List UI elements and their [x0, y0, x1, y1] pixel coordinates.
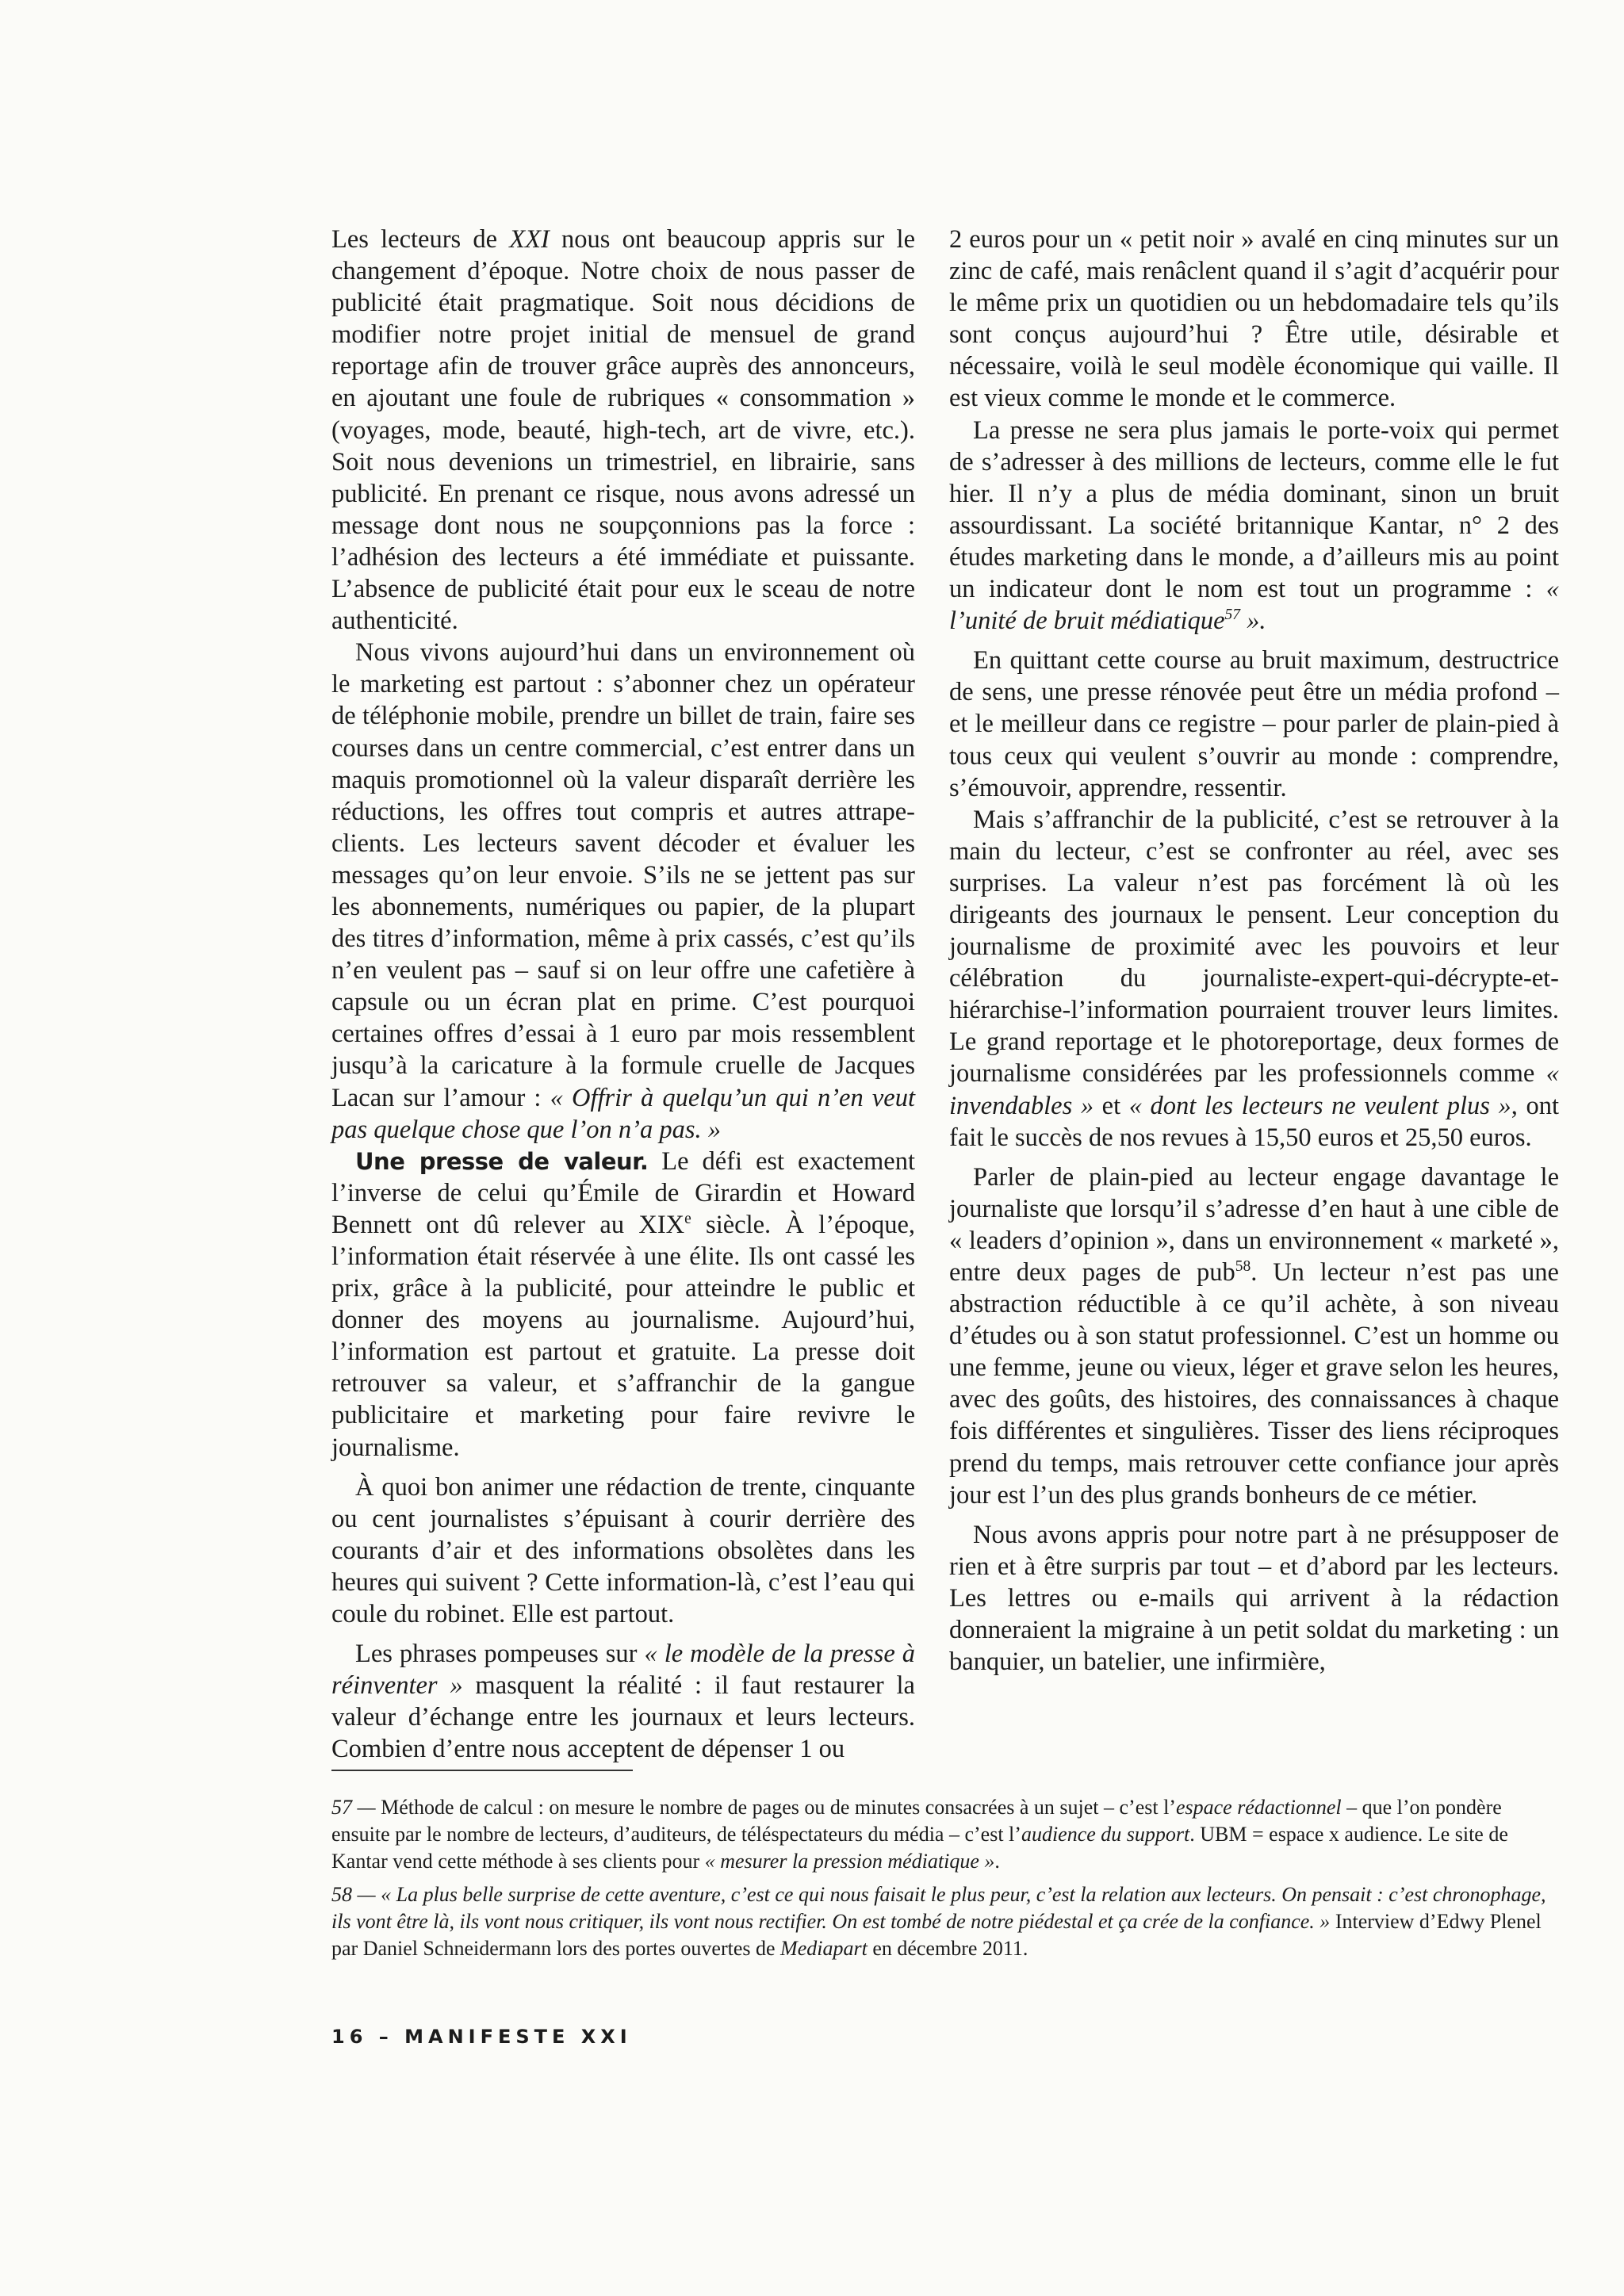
paragraph [949, 804, 1559, 1154]
paragraph [949, 645, 1559, 803]
italic-text: XXI [509, 225, 550, 254]
text-column-right [949, 224, 1559, 1678]
text-run: Méthode de calcul : on mesure le nombre de pages ou de minutes consacrées à un sujet – c’est l’ [375, 1796, 1176, 1819]
footer-separator: – [378, 2026, 393, 2048]
text-run: 2 euros pour un « petit noir » avalé en cinq minutes sur un zinc de café, mais renâclent quand il s’agit d’acquérir pour le même prix un quotidien ou un hebdomadaire tels qu’ils sont conçus aujourd’hui ? Être utile, désirable et nécessaire, voilà le seul modèle économique qui vaille. Il est vieux comme le monde et le commerce. [949, 225, 1559, 413]
italic-text: « Offrir à quelqu’un qui n’en veut pas quelque chose que l’on n’a pas. » [331, 1083, 915, 1144]
footnote-ref: 57 [1224, 607, 1241, 624]
text-run: La presse ne sera plus jamais le porte-voix qui permet de s’adresser à des millions de lecteurs, comme elle le fut hier. Il n’y a plus de média dominant, sinon un bruit assourdissant. La société britannique Kantar, n° 2 des études marketing dans le monde, a d’ailleurs mis au point un indicateur dont le nom est tout un programme : [949, 415, 1559, 604]
text-run: . Un lecteur n’est pas une abstraction réductible à ce qu’il achète, à son niveau d’études ou à son statut professionnel. C’est un homme ou une femme, jeune ou vieux, léger et grave selon les heures, avec des goûts, des histoires, des connaissances à chaque fois différentes et singulières. Tisser des liens réciproques prend du temps, mais retrouver cette confiance jour après jour est l’un des plus grands bonheurs de ce métier. [949, 1258, 1559, 1510]
text-run: en décembre 2011. [867, 1937, 1028, 1960]
italic-text: « l’unité de bruit médiatique [949, 575, 1559, 636]
italic-text: « mesurer la pression médiatique » [704, 1850, 995, 1873]
footnote-58 [331, 1881, 1559, 1962]
text-run: Mais s’affranchir de la publicité, c’est se retrouver à la main du lecteur, c’est se confronter au réel, avec ses surprises. La valeur n’est pas forcément là où les dirigeants des journaux le pensent. Leur conception du journalisme de proximité avec les pouvoirs et leur célébration du journaliste-expert-qui-décrypte-et-hiérarchise-l’information pourraient trouver leurs limites. Le grand reportage et le photoreportage, deux formes de journalisme considérées par les professionnels comme [949, 805, 1559, 1089]
page-number: 16 [331, 2026, 368, 2048]
text-run: siècle. À l’époque, l’information était réservée à une élite. Ils ont cassé les prix, grâce à la publicité, pour atteindre le public et donner des moyens au journalisme. Aujourd’hui, l’information est partout et gratuite. La presse doit retrouver sa valeur, et s’affranchir de la gangue publicitaire et marketing pour faire revivre le journalisme. [331, 1210, 916, 1462]
paragraph [949, 415, 1559, 637]
italic-text: 58 — [331, 1883, 376, 1906]
paragraph [331, 224, 915, 637]
text-run: – que l’on pondère ensuite par le nombre de lecteurs, d’auditeurs, de téléspectateurs du média – c’est l’ [331, 1796, 1502, 1846]
italic-text: « invendables » [949, 1059, 1559, 1120]
italic-text: « dont les lecteurs ne veulent plus » [1128, 1091, 1511, 1120]
italic-text: espace rédactionnel [1175, 1796, 1342, 1819]
footnotes [331, 1794, 1559, 1969]
text-run: . [994, 1850, 1000, 1873]
footnote-57 [331, 1794, 1559, 1875]
text-run: . UBM = espace x audience. Le site de Kantar vend cette méthode à ses clients pour [331, 1823, 1508, 1873]
paragraph [331, 637, 915, 1146]
text-run: et [1094, 1091, 1129, 1120]
text-run: Nous vivons aujourd’hui dans un environnement où le marketing est partout : s’abonner chez un opérateur de téléphonie mobile, prendre un billet de train, faire ses courses dans un centre commercial, c’est entrer dans un maquis promotionnel où la valeur disparaît derrière les réductions, les offres tout compris et autres attrape-clients. Les lecteurs savent décoder et évaluer les messages qu’on leur envoie. S’ils ne se jettent pas sur les abonnements, numériques ou papier, de la plupart des titres d’information, même à prix cassés, c’est qu’ils n’en veulent pas – sauf si on leur offre une cafetière à capsule ou un écran plat en prime. C’est pourquoi certaines offres d’essai à 1 euro par mois ressemblent jusqu’à la caricature à la formule cruelle de Jacques Lacan sur l’amour : [331, 638, 915, 1112]
text-run: Les phrases pompeuses sur [355, 1640, 645, 1669]
section-lead-in: Une presse de valeur. [355, 1147, 649, 1175]
text-run: Les lecteurs de [331, 225, 510, 254]
text-run: Interview d’Edwy Plenel par Daniel Schneidermann lors des portes ouvertes de [331, 1910, 1542, 1960]
italic-text: Mediapart [780, 1937, 868, 1960]
italic-text: « le modèle de la presse à réinventer » [331, 1640, 915, 1701]
text-run: À quoi bon animer une rédaction de trente, cinquante ou cent journalistes s’épuisant à courir derrière des courants d’air et des informations obsolètes dans les heures qui suivent ? Cette information-là, c’est l’eau qui coule du robinet. Elle est partout. [331, 1472, 915, 1629]
footnote-divider [331, 1770, 633, 1771]
paragraph [331, 1638, 915, 1765]
text-run: Parler de plain-pied au lecteur engage davantage le journaliste que lorsqu’il s’adresse d’en haut à une cible de « leaders d’opinion », dans un environnement « marketé », entre deux pages de pub [949, 1162, 1559, 1287]
italic-text: 57 — [331, 1796, 376, 1819]
text-run: Le défi est exactement l’inverse de celui qu’Émile de Girardin et Howard Bennett ont dû relever au XIX [331, 1146, 915, 1239]
text-run: masquent la réalité : il faut restaurer la valeur d’échange entre les journaux et leurs lecteurs. Combien d’entre nous acceptent de dépenser 1 ou [331, 1671, 915, 1764]
paragraph [949, 1161, 1559, 1511]
text-run: En quittant cette course au bruit maximum, destructrice de sens, une presse rénovée peut être un média profond – et le meilleur dans ce registre – pour parler de plain-pied à tous ceux qui veulent s’ouvrir au monde : comprendre, s’émouvoir, apprendre, ressentir. [949, 646, 1559, 802]
paragraph [949, 224, 1559, 415]
italic-text: ». [1240, 607, 1266, 636]
text-run: nous ont beaucoup appris sur le changement d’époque. Notre choix de nous passer de publicité était pragmatique. Soit nous décidions de modifier notre projet initial de mensuel de grand reportage afin de trouver grâce auprès des annonceurs, en ajoutant une foule de rubriques « consommation » (voyages, mode, beauté, high-tech, art de vivre, etc.). Soit nous devenions un trimestriel, en librairie, sans publicité. En prenant ce risque, nous avons adressé un message dont nous ne soupçonnions pas la force : l’adhésion des lecteurs a été immédiate et puissante. L’absence de publicité était pour eux le sceau de notre authenticité. [331, 225, 916, 636]
footnote-ref: 58 [1235, 1258, 1251, 1276]
page-footer [331, 2026, 632, 2048]
italic-text: « La plus belle surprise de cette aventure, c’est ce qui nous faisait le plus peur, c’est la relation aux lecteurs. On pensait : c’est chronophage, ils vont être là, ils vont nous critiquer, ils vont nous rectifier. On est tombé de notre piédestal et ça crée de la confiance. » [331, 1883, 1546, 1933]
italic-text: audience du support [1021, 1823, 1190, 1846]
text-run: Nous avons appris pour notre part à ne présupposer de rien et à être surpris par tout – et d’abord par les lecteurs. Les lettres ou e-mails qui arrivent à la rédaction donneraient la migraine à un petit soldat du marketing : un banquier, un batelier, une infirmière, [949, 1520, 1559, 1677]
paragraph [331, 1146, 915, 1464]
text-column-left [331, 224, 915, 1766]
paragraph [949, 1519, 1559, 1678]
paragraph [331, 1471, 915, 1630]
text-run: , ont fait le succès de nos revues à 15,50 euros et 25,50 euros. [949, 1091, 1560, 1152]
footnote-ref: e [684, 1211, 691, 1228]
publication-title: MANIFESTE XXI [404, 2026, 632, 2048]
